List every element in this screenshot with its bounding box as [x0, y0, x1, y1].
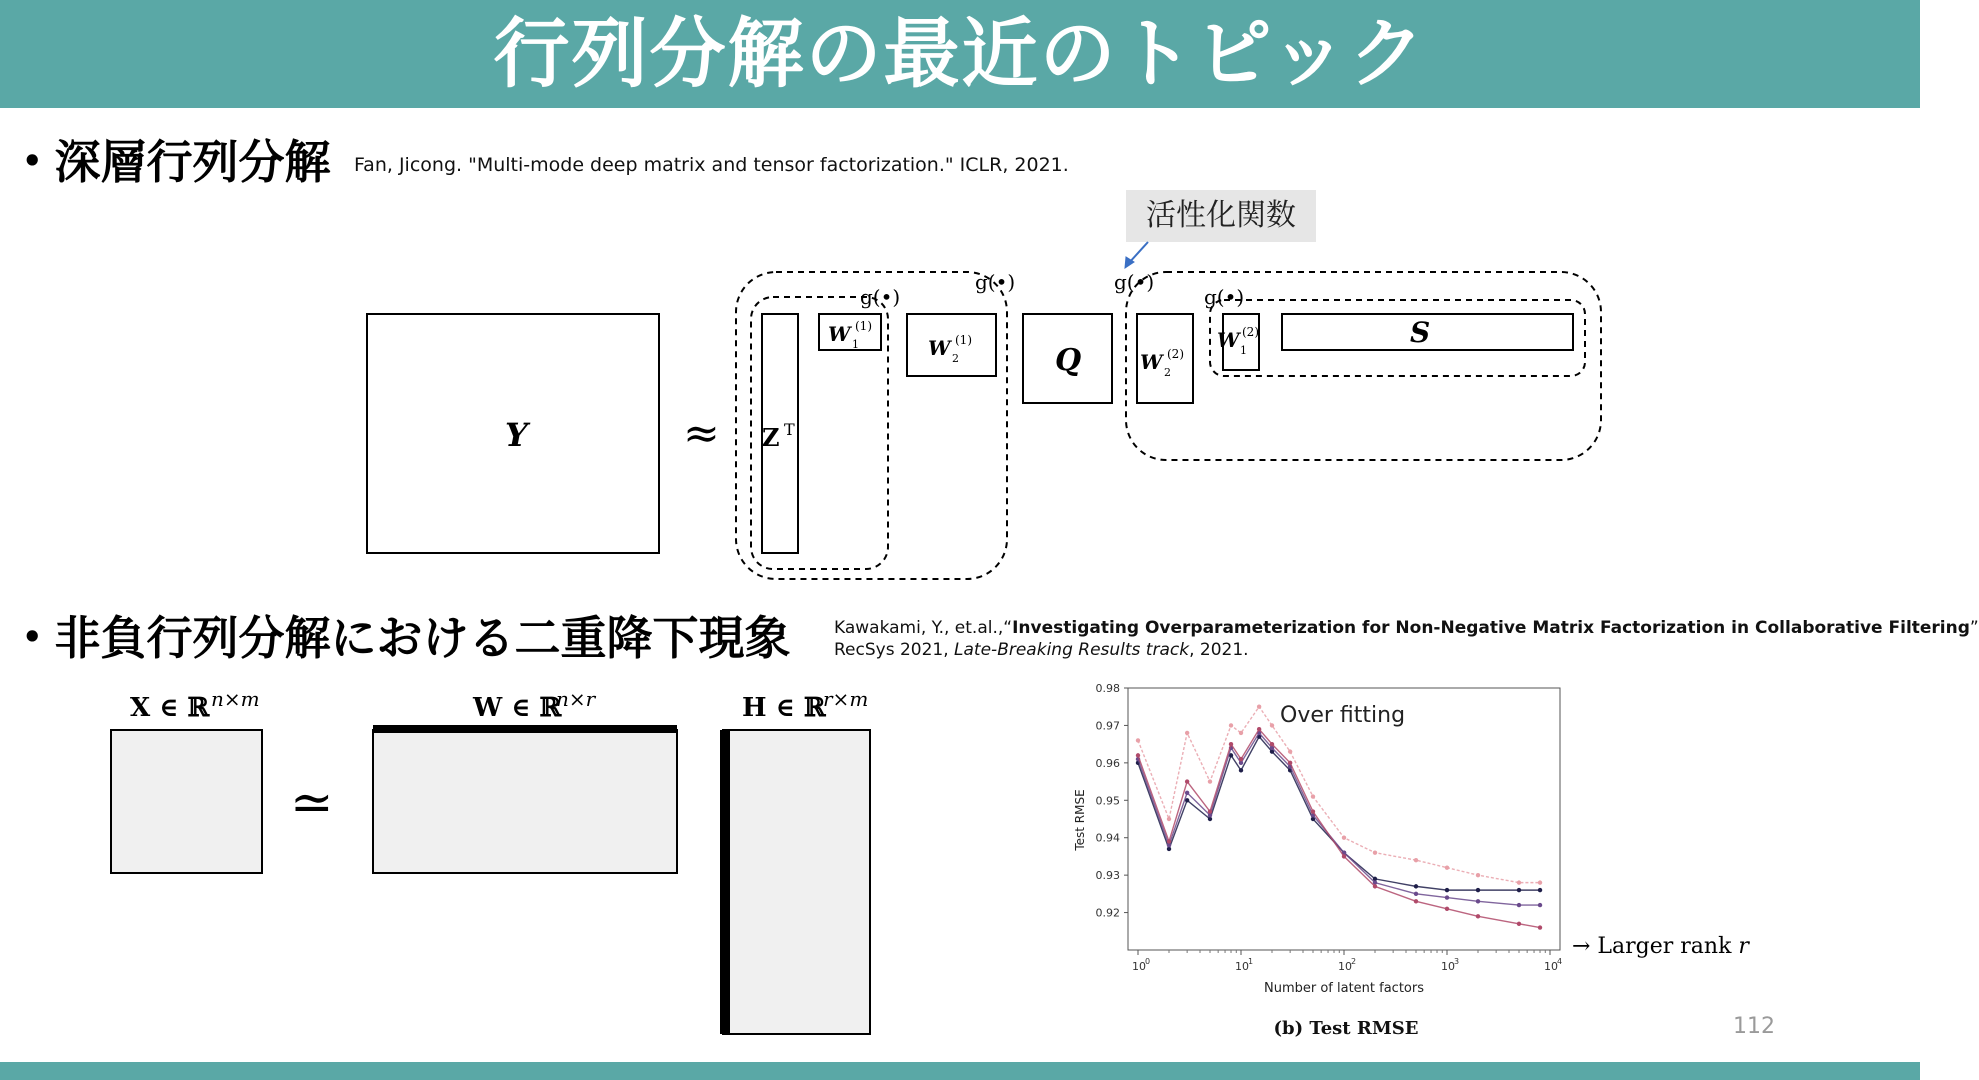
matrix-W-top-bar — [373, 725, 677, 733]
larger-rank-text: → Larger rank — [1572, 934, 1732, 959]
x-tick-label: 10 — [1235, 960, 1249, 973]
label-W1-1: W — [828, 322, 851, 346]
data-point — [1239, 757, 1243, 761]
y-tick-label: 0.95 — [1095, 794, 1120, 808]
x-tick-exponent: 3 — [1454, 957, 1460, 966]
larger-rank-annotation — [1572, 934, 1749, 959]
data-point — [1373, 884, 1377, 888]
section1-heading: 深層行列分解 — [54, 135, 331, 189]
label-W-sup: n×r — [556, 687, 596, 711]
data-point — [1538, 880, 1542, 884]
data-point — [1476, 873, 1480, 877]
data-point — [1185, 779, 1189, 783]
data-point — [1517, 880, 1521, 884]
data-point — [1257, 727, 1261, 731]
data-point — [1476, 914, 1480, 918]
data-point — [1517, 888, 1521, 892]
citation-venue: RecSys 2021, — [834, 640, 955, 660]
label-X: X ∈ ℝ — [130, 693, 210, 723]
data-point — [1414, 858, 1418, 862]
activation-g-1: g(•) — [860, 285, 901, 309]
label-Z: Z — [762, 423, 780, 452]
label-W2-1-sup: (1) — [955, 333, 972, 347]
data-point — [1476, 899, 1480, 903]
matrix-X-box — [111, 730, 262, 873]
x-tick-exponent: 2 — [1351, 957, 1357, 966]
data-point — [1185, 731, 1189, 735]
chart-ylabel: Test RMSE — [1073, 789, 1087, 851]
citation-year: , 2021. — [1189, 640, 1249, 660]
data-point — [1270, 742, 1274, 746]
y-tick-label: 0.98 — [1095, 682, 1120, 695]
data-point — [1414, 892, 1418, 896]
data-point — [1239, 768, 1243, 772]
data-point — [1229, 742, 1233, 746]
data-point — [1538, 925, 1542, 929]
activation-function-callout: 活性化関数 — [1126, 190, 1316, 242]
y-tick-label: 0.94 — [1095, 831, 1120, 845]
data-point — [1167, 839, 1171, 843]
chart-xlabel: Number of latent factors — [1263, 981, 1425, 996]
data-point — [1342, 836, 1346, 840]
label-W1-1-sub: 1 — [852, 338, 859, 351]
data-point — [1517, 922, 1521, 926]
citation-authors: Kawakami, Y., et.al.,“ — [834, 618, 1013, 638]
x-tick-label: 10 — [1338, 960, 1352, 973]
label-W1-2: W — [1217, 328, 1240, 352]
label-H: H ∈ ℝ — [742, 693, 826, 723]
data-point — [1517, 903, 1521, 907]
label-W2-2-sup: (2) — [1167, 347, 1184, 361]
data-point — [1239, 731, 1243, 735]
data-point — [1208, 809, 1212, 813]
data-point — [1167, 843, 1171, 847]
data-point — [1342, 854, 1346, 858]
x-tick-label: 10 — [1441, 960, 1455, 973]
data-point — [1445, 865, 1449, 869]
matrix-H-box — [723, 730, 870, 1034]
label-W1-1-sup: (1) — [855, 319, 872, 333]
y-tick-label: 0.97 — [1095, 719, 1120, 733]
bullet-dot: • — [22, 618, 43, 656]
bullet-dot: • — [22, 142, 43, 180]
slide-title: 行列分解の最近のトピック — [493, 9, 1427, 98]
section1-citation: Fan, Jicong. "Multi-mode deep matrix and tensor factorization." ICLR, 2021. — [354, 154, 1069, 176]
data-point — [1167, 817, 1171, 821]
x-tick-exponent: 0 — [1145, 957, 1151, 966]
data-point — [1167, 847, 1171, 851]
data-point — [1476, 888, 1480, 892]
larger-rank-var: r — [1738, 934, 1749, 959]
label-W2-1-sub: 2 — [952, 352, 959, 365]
y-tick-label: 0.92 — [1095, 906, 1120, 920]
approx-symbol: ≈ — [683, 408, 720, 459]
citation-quote-close: ” — [1969, 618, 1979, 638]
data-point — [1257, 705, 1261, 709]
activation-g-2: g(•) — [975, 270, 1016, 294]
data-point — [1445, 895, 1449, 899]
data-point — [1239, 761, 1243, 765]
data-point — [1270, 723, 1274, 727]
data-point — [1373, 850, 1377, 854]
data-point — [1311, 809, 1315, 813]
x-tick-label: 10 — [1132, 960, 1146, 973]
section2-heading: 非負行列分解における二重降下現象 — [54, 611, 791, 665]
data-point — [1445, 888, 1449, 892]
dashed-group-2-inner — [1210, 300, 1585, 376]
label-X-sup: n×m — [211, 687, 260, 711]
data-point — [1136, 738, 1140, 742]
matrix-H-left-bar — [720, 730, 730, 1034]
y-tick-label: 0.93 — [1095, 869, 1120, 883]
data-point — [1288, 749, 1292, 753]
citation-track: Late-Breaking Results track — [954, 640, 1190, 660]
label-Q: Q — [1055, 343, 1082, 378]
page-number: 112 — [1733, 1014, 1775, 1039]
dashed-group-2-outer — [1126, 272, 1601, 460]
x-tick-exponent: 4 — [1557, 957, 1563, 966]
label-W1-2-sub: 1 — [1240, 344, 1247, 357]
data-point — [1229, 723, 1233, 727]
activation-g-3: g(•) — [1114, 270, 1155, 294]
footer-bar — [0, 1062, 1920, 1080]
data-point — [1445, 907, 1449, 911]
test-rmse-chart — [1060, 670, 1563, 1050]
chart-title: (b) Test RMSE — [1273, 1018, 1419, 1039]
data-point — [1136, 753, 1140, 757]
y-tick-label: 0.96 — [1095, 756, 1120, 770]
data-point — [1311, 794, 1315, 798]
data-point — [1538, 903, 1542, 907]
activation-g-4: g(•) — [1204, 285, 1245, 309]
data-point — [1288, 761, 1292, 765]
chart-annotation: Over fitting — [1280, 703, 1406, 728]
label-W: W ∈ ℝ — [473, 693, 562, 723]
data-point — [1185, 791, 1189, 795]
label-H-sup: r×m — [823, 687, 869, 711]
data-point — [1414, 884, 1418, 888]
data-point — [1208, 779, 1212, 783]
citation-title: Investigating Overparameterization for Non-Negative Matrix Factorization in Collaborative Filtering — [1012, 618, 1970, 638]
x-tick-label: 10 — [1544, 960, 1558, 973]
matrix-W-box — [373, 730, 677, 873]
label-W1-2-sup: (2) — [1242, 325, 1259, 339]
data-point — [1538, 888, 1542, 892]
data-point — [1414, 899, 1418, 903]
label-Y: Y — [505, 416, 528, 454]
label-Z-sup: T — [784, 420, 795, 439]
label-W2-1: W — [928, 336, 951, 360]
label-W2-2: W — [1140, 350, 1163, 374]
data-point — [1208, 817, 1212, 821]
label-S: S — [1410, 316, 1431, 349]
data-point — [1208, 813, 1212, 817]
simeq-symbol: ≃ — [290, 773, 334, 833]
x-tick-exponent: 1 — [1248, 957, 1254, 966]
label-W2-2-sub: 2 — [1164, 366, 1171, 379]
